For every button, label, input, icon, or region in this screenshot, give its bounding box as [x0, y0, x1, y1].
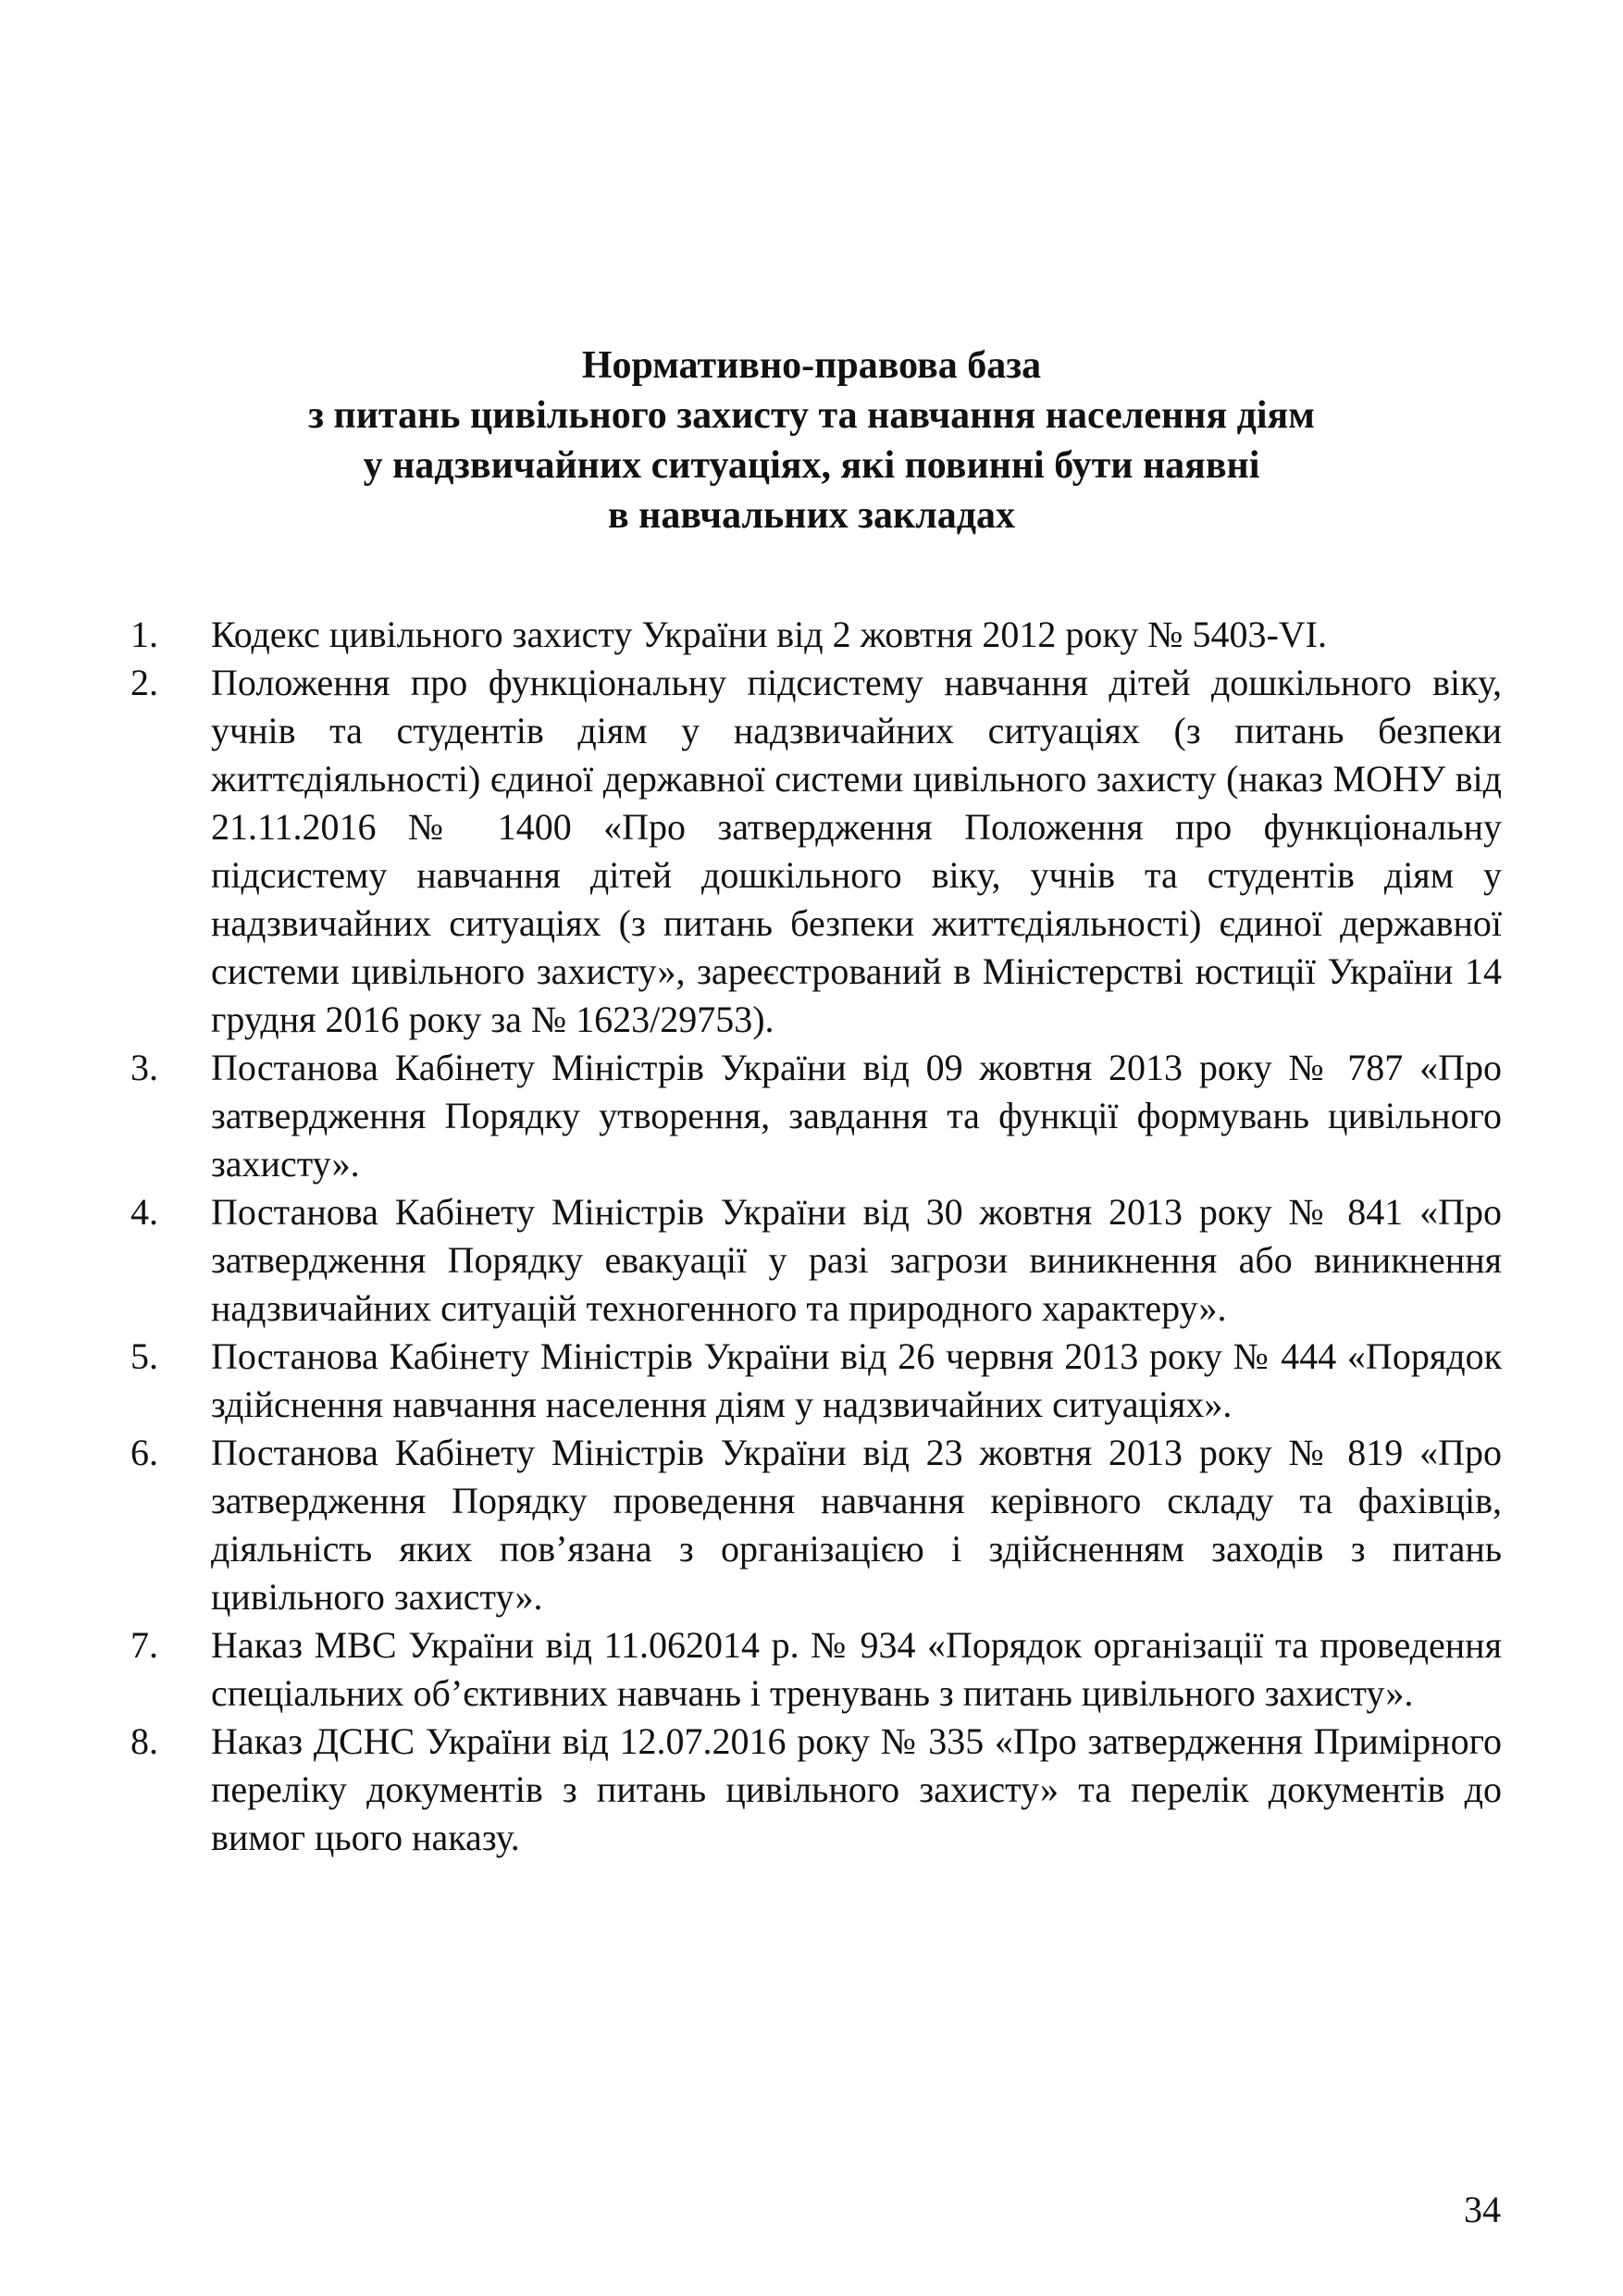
- list-item: [123, 659, 1502, 1044]
- list-item-number: 6.: [130, 1432, 158, 1473]
- title-line-2: з питань цивільного захисту та навчання населення діям: [308, 394, 1315, 437]
- list-item: [123, 1188, 1502, 1333]
- regulations-list: [123, 611, 1502, 1862]
- list-item-text: Наказ ДСНС України від 12.07.2016 року № 335 «Про затвердження Примірного переліку документів з питань цивільного захисту» та перелік документів до вимог цього наказу.: [211, 1720, 1502, 1858]
- list-item-number: 3.: [130, 1047, 158, 1088]
- list-item-text: Кодекс цивільного захисту України від 2 жовтня 2012 року № 5403-VI.: [211, 614, 1327, 655]
- list-item-number: 8.: [130, 1720, 158, 1762]
- list-item-number: 2.: [130, 662, 158, 703]
- list-item-number: 7.: [130, 1624, 158, 1666]
- list-item-text: Постанова Кабінету Міністрів України від 09 жовтня 2013 року № 787 «Про затвердження Порядку утворення, завдання та функції формувань цивільного захисту».: [211, 1047, 1502, 1185]
- title-line-4: в навчальних закладах: [607, 494, 1016, 537]
- title-line-3: у надзвичайних ситуаціях, які повинні бути наявні: [363, 444, 1260, 487]
- list-item: [123, 611, 1502, 659]
- list-item: [123, 1429, 1502, 1621]
- list-item-number: 5.: [130, 1335, 158, 1377]
- page-number: 34: [1464, 2189, 1501, 2230]
- list-item-number: 1.: [130, 614, 158, 655]
- list-item-text: Постанова Кабінету Міністрів України від 23 жовтня 2013 року № 819 «Про затвердження Порядку проведення навчання керівного складу та фахівців, діяльність яких пов’язана з організацією і здійсненням заходів з питань цивільного захисту».: [211, 1432, 1502, 1618]
- list-item-text: Наказ МВС України від 11.062014 р. № 934 «Порядок організації та проведення спеціальних об’єктивних навчань і тренувань з питань цивільного захисту».: [211, 1624, 1502, 1714]
- document-title: [139, 341, 1484, 540]
- list-item-text: Положення про функціональну підсистему навчання дітей дошкільного віку, учнів та студентів діям у надзвичайних ситуаціях (з питань безпеки життєдіяльності) єдиної державної системи цивільного захисту (наказ МОНУ від 21.11.2016 № 1400 «Про затвердження Положення про функціональну підсистему навчання дітей дошкільного віку, учнів та студентів діям у надзвичайних ситуаціях (з питань безпеки життєдіяльності) єдиної державної системи цивільного захисту», зареєстрований в Міністерстві юстиції України 14 грудня 2016 року за № 1623/29753).: [211, 662, 1502, 1040]
- list-item-number: 4.: [130, 1191, 158, 1233]
- title-line-1: Нормативно-правова база: [581, 344, 1042, 387]
- list-item: [123, 1333, 1502, 1429]
- list-item: [123, 1044, 1502, 1188]
- list-item: [123, 1621, 1502, 1718]
- list-item-text: Постанова Кабінету Міністрів України від 26 червня 2013 року № 444 «Порядок здійснення навчання населення діям у надзвичайних ситуаціях».: [211, 1335, 1502, 1425]
- list-item-text: Постанова Кабінету Міністрів України від 30 жовтня 2013 року № 841 «Про затвердження Порядку евакуації у разі загрози виникнення або виникнення надзвичайних ситуацій техногенного та природного характеру».: [211, 1191, 1502, 1329]
- list-item: [123, 1718, 1502, 1862]
